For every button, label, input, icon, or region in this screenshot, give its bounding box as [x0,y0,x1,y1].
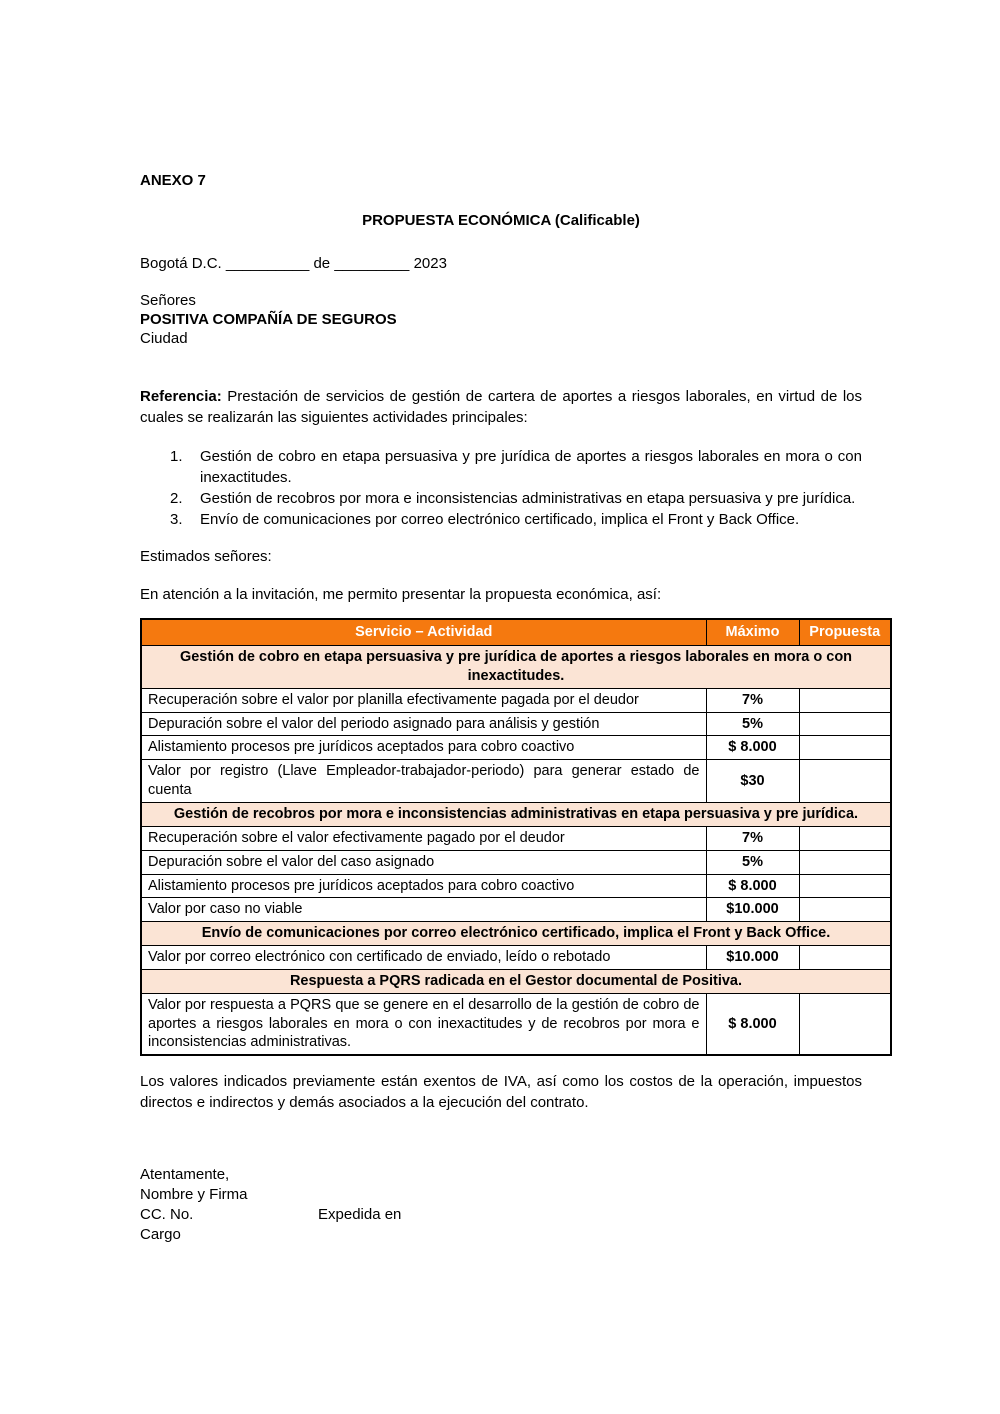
maximo-value-cell: $ 8.000 [706,736,799,760]
addressee-block [140,292,862,348]
addressee-company: POSITIVA COMPAÑÍA DE SEGUROS [140,310,397,328]
column-header: Máximo [706,619,799,645]
column-header: Servicio – Actividad [141,619,706,645]
anexo-title: ANEXO 7 [140,172,206,189]
section-title: Gestión de cobro en etapa persuasiva y pre jurídica de aportes a riesgos laborales en mora o con inexactitudes. [141,646,891,689]
column-header: Propuesta [799,619,891,645]
maximo-value-cell: 7% [706,688,799,712]
propuesta-value-cell [799,874,891,898]
service-activity-cell: Depuración sobre el valor del periodo asignado para análisis y gestión [141,712,706,736]
table-row [141,898,891,922]
service-activity-cell: Alistamiento procesos pre jurídicos aceptados para cobro coactivo [141,736,706,760]
table-row [141,760,891,803]
section-title: Gestión de recobros por mora e inconsistencias administrativas en etapa persuasiva y pre jurídica. [141,803,891,827]
table-row [141,993,891,1055]
maximo-value-cell: 5% [706,712,799,736]
date-line: Bogotá D.C. __________ de _________ 2023 [140,255,447,272]
table-body [141,646,891,1056]
greeting: Estimados señores: [140,548,272,566]
maximo-value-cell: $10.000 [706,946,799,970]
service-activity-cell: Alistamiento procesos pre jurídicos aceptados para cobro coactivo [141,874,706,898]
service-activity-cell: Valor por correo electrónico con certificado de enviado, leído o rebotado [141,946,706,970]
list-item [140,446,862,488]
section-row [141,922,891,946]
table-row [141,874,891,898]
list-item-number: 1. [170,448,183,466]
service-activity-cell: Valor por respuesta a PQRS que se genere en el desarrollo de la gestión de cobro de aportes a riesgos laborales en mora o con inexactitudes y de recobros por mora e inconsistencias administrativas. [141,993,706,1055]
section-title: Respuesta a PQRS radicada en el Gestor documental de Positiva. [141,969,891,993]
service-activity-cell: Depuración sobre el valor del caso asignado [141,850,706,874]
table-row [141,736,891,760]
propuesta-value-cell [799,850,891,874]
section-title: Envío de comunicaciones por correo electrónico certificado, implica el Front y Back Office. [141,922,891,946]
service-activity-cell: Valor por registro (Llave Empleador-trabajador-periodo) para generar estado de cuenta [141,760,706,803]
table-row [141,688,891,712]
table-header-row [141,619,891,645]
section-row [141,646,891,689]
table-row [141,712,891,736]
propuesta-value-cell [799,993,891,1055]
maximo-value-cell: $ 8.000 [706,993,799,1055]
maximo-value-cell: 7% [706,826,799,850]
propuesta-value-cell [799,688,891,712]
propuesta-value-cell [799,760,891,803]
addressee-salutation: Señores [140,292,196,309]
propuesta-value-cell [799,898,891,922]
list-item [140,488,862,509]
reference-label: Referencia: [140,388,222,406]
closing-paragraph: Los valores indicados previamente están exentos de IVA, así como los costos de la operación, impuestos directos e indirectos y demás asociados a la ejecución del contrato. [140,1073,862,1112]
signature-block [140,1165,862,1245]
service-activity-cell: Valor por caso no viable [141,898,706,922]
list-item-number: 2. [170,490,183,508]
addressee-city: Ciudad [140,329,188,347]
proposal-table [140,618,892,1056]
table-intro: En atención a la invitación, me permito presentar la propuesta económica, así: [140,586,662,604]
table-row [141,826,891,850]
list-item-number: 3. [170,511,183,529]
reference-text: Prestación de servicios de gestión de cartera de aportes a riesgos laborales, en virtud de los cuales se realizarán las siguientes actividades principales: [140,388,863,427]
propuesta-value-cell [799,826,891,850]
page-title: PROPUESTA ECONÓMICA (Calificable) [362,212,640,229]
service-activity-cell: Recuperación sobre el valor por planilla efectivamente pagada por el deudor [141,688,706,712]
propuesta-value-cell [799,736,891,760]
list-item [140,509,862,530]
propuesta-value-cell [799,712,891,736]
list-item-text: Gestión de recobros por mora e inconsistencias administrativas en etapa persuasiva y pre jurídica. [200,490,856,508]
activities-list [140,446,862,530]
maximo-value-cell: $ 8.000 [706,874,799,898]
reference-paragraph [140,386,862,428]
signature-cargo: Cargo [140,1226,181,1244]
service-activity-cell: Recuperación sobre el valor efectivamente pagado por el deudor [141,826,706,850]
maximo-value-cell: 5% [706,850,799,874]
maximo-value-cell: $30 [706,760,799,803]
signature-cc: CC. No. [140,1206,194,1224]
propuesta-value-cell [799,946,891,970]
maximo-value-cell: $10.000 [706,898,799,922]
list-item-text: Envío de comunicaciones por correo electrónico certificado, implica el Front y Back Office. [200,511,800,529]
signature-atentamente: Atentamente, [140,1166,230,1184]
signature-expedida: Expedida en [318,1206,402,1224]
section-row [141,803,891,827]
section-row [141,969,891,993]
signature-nombre: Nombre y Firma [140,1186,248,1204]
signature-cc-line [140,1205,862,1225]
list-item-text: Gestión de cobro en etapa persuasiva y pre jurídica de aportes a riesgos laborales en mora o con inexactitudes. [200,448,862,487]
table-row [141,946,891,970]
table-row [141,850,891,874]
